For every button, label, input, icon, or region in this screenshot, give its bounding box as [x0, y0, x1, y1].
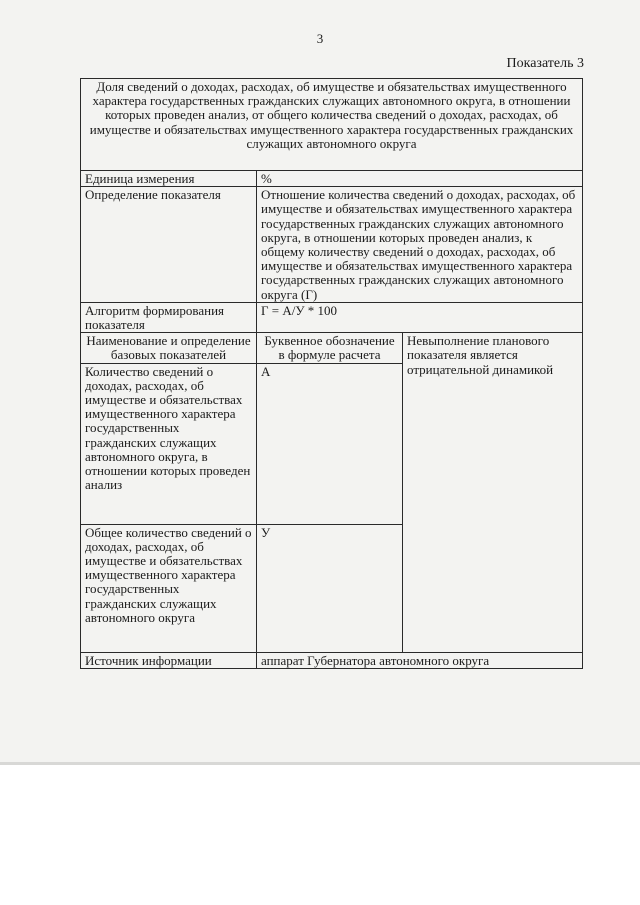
indicator-label: Показатель 3: [506, 56, 584, 71]
title-row: [81, 79, 583, 171]
unit-value: %: [257, 171, 583, 187]
definition-value: Отношение количества сведений о доходах, расходах, об имуществе и обязательствах имущественного характера государственных гражданских служащих автономного округа, в отношении которых проведен анализ, к общему количеству сведений о доходах, расходах, об имуществе и обязательствах имущественного характера государственных гражданских служащих автономного округа (Г): [257, 187, 583, 303]
page-number: 3: [316, 31, 324, 46]
base-indicator-letter: А: [257, 363, 403, 524]
base-indicator-name: Количество сведений о доходах, расходах, об имуществе и обязательствах имущественного характера государственных гражданских служащих автономного округа, в отношении которых проведен анализ: [81, 363, 257, 524]
definition-label: Определение показателя: [81, 187, 257, 303]
base-indicator-letter: У: [257, 524, 403, 652]
dynamics-note: Невыполнение планового показателя является отрицательной динамикой: [403, 333, 583, 652]
source-value: аппарат Губернатора автономного округа: [257, 652, 583, 668]
base-name-header: Наименование и определение базовых показателей: [81, 333, 257, 363]
indicator-title: Доля сведений о доходах, расходах, об имуществе и обязательствах имущественного характера государственных гражданских служащих автономного округа, в отношении которых проведен анализ, от общего количества сведений о доходах, расходах, об имуществе и обязательствах имущественного характера государственных гражданских служащих автономного округа: [81, 79, 583, 171]
letter-header: Буквенное обозначение в формуле расчета: [257, 333, 403, 363]
base-indicator-name: Общее количество сведений о доходах, расходах, об имуществе и обязательствах имущественного характера государственных гражданских служащих автономного округа: [81, 524, 257, 652]
source-label: Источник информации: [81, 652, 257, 668]
unit-row: [81, 171, 583, 187]
source-row: [81, 652, 583, 668]
unit-label: Единица измерения: [81, 171, 257, 187]
base-header-row: [81, 333, 583, 363]
algorithm-row: [81, 302, 583, 332]
algorithm-value: Г = А/У * 100: [257, 302, 583, 332]
definition-row: [81, 187, 583, 303]
algorithm-label: Алгоритм формирования показателя: [81, 302, 257, 332]
indicator-table: [80, 78, 583, 669]
